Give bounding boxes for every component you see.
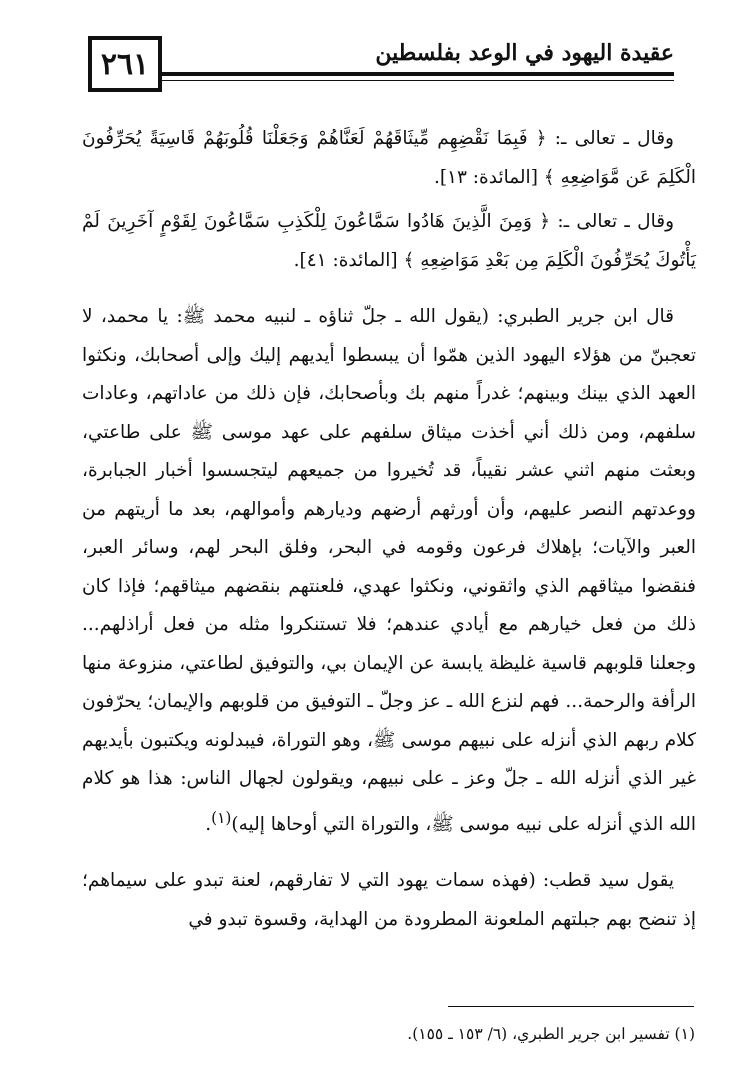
tabari-quote: قال ابن جرير الطبري: (يقول الله ـ جلّ ثناؤه ـ لنبيه محمد ﷺ: يا محمد، لا تعجبنّ من هؤلاء اليهود الذين همّوا أن يبسطوا أيديهم إليك وإلى أصحابك، ونكثوا العهد الذي بينك وبينهم؛ غدراً منهم بك وبأصحابك، فإن ذلك من عاداتهم، وعادات سلفهم، ومن ذلك أني أخذت ميثاق سلفهم على عهد موسى ﷺ على طاعتي، وبعثت منهم اثني عشر نقيباً، قد تُخيروا من جميعهم ليتجسسوا أخبار الجبابرة، ووعدتهم النصر عليهم، وأن أورثهم أرضهم وديارهم وأموالهم، بعد ما أريتهم من العبر والآيات؛ بإهلاك فرعون وقومه في البحر، وفلق البحر لهم، وسائر العبر، فنقضوا ميثاقهم الذي واثقوني، ونكثوا عهدي، فلعنتهم بنقضهم ميثاقهم؛ فإذا كان ذلك من فعل خيارهم مع أيادي عندهم؛ فلا تستنكروا مثله من فعل أراذلهم... وجعلنا قلوبهم قاسية غليظة يابسة عن الإيمان بي، والتوفيق لطاعتي، منزوعة منها الرأفة والرحمة... فهم لنزع الله ـ عز وجلّ ـ التوفيق من قلوبهم والإيمان؛ يحرّفون كلام ربهم الذي أنزله على نبيهم موسى ﷺ، وهو التوراة، فيبدلونه ويكتبون بأيديهم غير الذي أنزله الله ـ جلّ وعز ـ على نبيهم، ويقولون لجهال الناس: هذا هو كلام الله الذي أنزله على نبيه موسى ﷺ، والتوراة التي أوحاها إليه)$^{(١)}$. [82, 306, 696, 835]
running-title: عقيدة اليهود في الوعد بفلسطين [375, 40, 674, 66]
header-rule-thick [162, 72, 674, 76]
footnote-separator [448, 1006, 694, 1007]
verse-maidah-41: وقال ـ تعالى ـ: ﴿ وَمِنَ الَّذِينَ هَادُوا سَمَّاعُونَ لِلْكَذِبِ سَمَّاعُونَ لِقَوْمٍ آخَرِينَ لَمْ يَأْتُوكَ يُحَرِّفُونَ الْكَلِمَ مِن بَعْدِ مَوَاضِعِهِ ﴾ [المائدة: ٤١]. [82, 211, 696, 271]
tabari-quote-text: قال ابن جرير الطبري: (يقول الله ـ جلّ ثناؤه ـ لنبيه محمد ﷺ: يا محمد، لا تعجبنّ من هؤلاء اليهود الذين همّوا أن يبسطوا أيديهم إليك وإلى أصحابك، ونكثوا العهد الذي بينك وبينهم؛ غدراً منهم بك وبأصحابك، فإن ذلك من عاداتهم، وعادات سلفهم، ومن ذلك أني أخذت ميثاق سلفهم على عهد موسى ﷺ على طاعتي، وبعثت منهم اثني عشر نقيباً، قد تُخيروا من جميعهم ليتجسسوا أخبار الجبابرة، ووعدتهم النصر عليهم، وأن أورثهم أرضهم وديارهم وأموالهم، بعد ما أريتهم من العبر والآيات؛ بإهلاك فرعون وقومه في البحر، وفلق البحر لهم، وسائر العبر، فنقضوا ميثاقهم الذي واثقوني، ونكثوا عهدي، فلعنتهم بنقضهم ميثاقهم؛ فإذا كان ذلك من فعل خيارهم مع أيادي عندهم؛ فلا تستنكروا مثله من فعل أراذلهم... وجعلنا قلوبهم قاسية غليظة يابسة عن الإيمان بي، والتوفيق لطاعتي، منزوعة منها الرأفة والرحمة... فهم لنزع الله ـ عز وجلّ ـ التوفيق من قلوبهم والإيمان؛ يحرّفون كلام ربهم الذي أنزله على نبيهم موسى ﷺ، وهو التوراة، فيبدلونه ويكتبون بأيديهم غير الذي أنزله الله ـ جلّ وعز ـ على نبيهم، ويقولون لجهال الناس: هذا هو كلام الله الذي أنزله على نبيه موسى ﷺ، والتوراة التي أوحاها إليه) [82, 306, 696, 835]
header-rule-thin [162, 80, 674, 81]
page-number: ٢٦١ [88, 36, 162, 92]
sayyid-qutb-quote: يقول سيد قطب: (فهذه سمات يهود التي لا تفارقهم، لعنة تبدو على سيماهم؛ إذ تنضح بهم جبلتهم الملعونة المطرودة من الهداية، وقسوة تبدو في [82, 870, 696, 930]
footnote: (١) تفسير ابن جرير الطبري، (٦/ ١٥٣ ـ ١٥٥). [407, 1025, 695, 1043]
footnote-marker: (١) [211, 808, 232, 827]
verse-maidah-13: وقال ـ تعالى ـ: ﴿ فَبِمَا نَقْضِهِم مِّيثَاقَهُمْ لَعَنَّاهُمْ وَجَعَلْنَا قُلُوبَهُمْ قَاسِيَةً يُحَرِّفُونَ الْكَلِمَ عَن مَّوَاضِعِهِ ﴾ [المائدة: ١٣]. [82, 128, 696, 188]
main-text [82, 120, 696, 945]
page-header [88, 36, 688, 96]
